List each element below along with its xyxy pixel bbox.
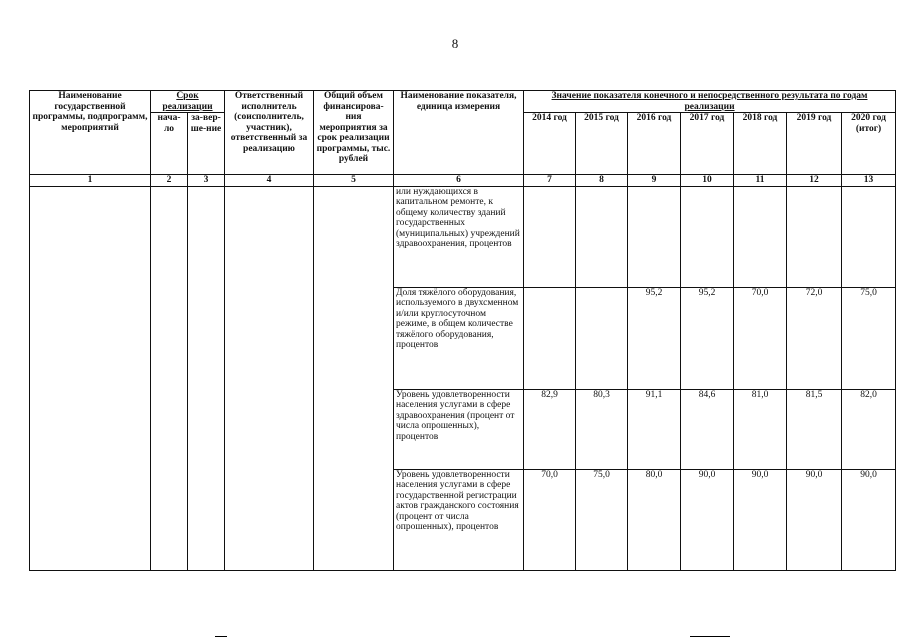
value-cell <box>524 186 576 287</box>
value-cell: 95,2 <box>628 287 681 389</box>
header-year: 2020 год (итог) <box>842 113 896 175</box>
value-cell: 90,0 <box>681 469 734 570</box>
value-cell: 70,0 <box>734 287 787 389</box>
value-cell <box>576 287 628 389</box>
page-number: 8 <box>451 36 459 51</box>
column-number: 11 <box>734 175 787 187</box>
column-number: 13 <box>842 175 896 187</box>
indicator-cell: Уровень удовлетворенности населения услугами в сфере государственной регистрации актов гражданского состояния (процент от числа опрошенных), процентов <box>394 469 524 570</box>
value-cell: 82,9 <box>524 389 576 469</box>
responsible-cell <box>225 186 314 570</box>
value-cell: 95,2 <box>681 287 734 389</box>
column-number: 6 <box>394 175 524 187</box>
value-cell: 72,0 <box>787 287 842 389</box>
value-cell <box>524 287 576 389</box>
value-cell: 82,0 <box>842 389 896 469</box>
indicators-table <box>29 90 896 571</box>
table-row <box>30 186 896 287</box>
value-cell <box>734 186 787 287</box>
header-year: 2019 год <box>787 113 842 175</box>
column-number: 7 <box>524 175 576 187</box>
header-start: нача-ло <box>151 113 188 175</box>
header-year: 2015 год <box>576 113 628 175</box>
value-cell <box>842 186 896 287</box>
header-year: 2018 год <box>734 113 787 175</box>
value-cell <box>576 186 628 287</box>
header-year: 2014 год <box>524 113 576 175</box>
value-cell: 75,0 <box>842 287 896 389</box>
header-row-1 <box>30 91 896 113</box>
program-cell <box>30 186 151 570</box>
value-cell: 81,0 <box>734 389 787 469</box>
value-cell: 75,0 <box>576 469 628 570</box>
header-end: за-вер-ше-ние <box>188 113 225 175</box>
bleed-through-mark <box>215 636 227 637</box>
column-number: 12 <box>787 175 842 187</box>
end-cell <box>188 186 225 570</box>
value-cell: 91,1 <box>628 389 681 469</box>
value-cell: 90,0 <box>842 469 896 570</box>
header-funding: Общий объем финансирова-ния мероприятия за срок реализации программы, тыс. рублей <box>314 91 394 175</box>
column-number: 4 <box>225 175 314 187</box>
value-cell <box>628 186 681 287</box>
value-cell: 81,5 <box>787 389 842 469</box>
header-program-name: Наименование государственной программы, подпрограмм, мероприятий <box>30 91 151 175</box>
column-number: 2 <box>151 175 188 187</box>
column-number: 9 <box>628 175 681 187</box>
column-number: 3 <box>188 175 225 187</box>
value-cell <box>787 186 842 287</box>
column-number: 10 <box>681 175 734 187</box>
funding-cell <box>314 186 394 570</box>
value-cell <box>681 186 734 287</box>
value-cell: 70,0 <box>524 469 576 570</box>
value-cell: 80,3 <box>576 389 628 469</box>
indicator-cell: или нуждающихся в капитальном ремонте, к общему количеству зданий государственных (муниципальных) учреждений здравоохранения, процентов <box>394 186 524 287</box>
column-number: 8 <box>576 175 628 187</box>
value-cell: 80,0 <box>628 469 681 570</box>
column-number-row <box>30 175 896 187</box>
value-cell: 90,0 <box>734 469 787 570</box>
column-number: 5 <box>314 175 394 187</box>
header-values-title: Значение показателя конечного и непосредственного результата по годам реализации <box>524 91 896 113</box>
value-cell: 84,6 <box>681 389 734 469</box>
start-cell <box>151 186 188 570</box>
header-year: 2017 год <box>681 113 734 175</box>
indicator-cell: Уровень удовлетворенности населения услугами в сфере здравоохранения (процент от числа опрошенных), процентов <box>394 389 524 469</box>
header-responsible: Ответственный исполнитель (соисполнитель, участник), ответственный за реализацию <box>225 91 314 175</box>
header-year: 2016 год <box>628 113 681 175</box>
bleed-through-mark <box>690 636 730 637</box>
indicator-cell: Доля тяжёлого оборудования, используемого в двухсменном и/или круглосуточном режиме, в общем количестве тяжёлого оборудования, процентов <box>394 287 524 389</box>
column-number: 1 <box>30 175 151 187</box>
value-cell: 90,0 <box>787 469 842 570</box>
header-term: Срок реализации <box>151 91 225 113</box>
header-indicator: Наименование показателя, единица измерения <box>394 91 524 175</box>
